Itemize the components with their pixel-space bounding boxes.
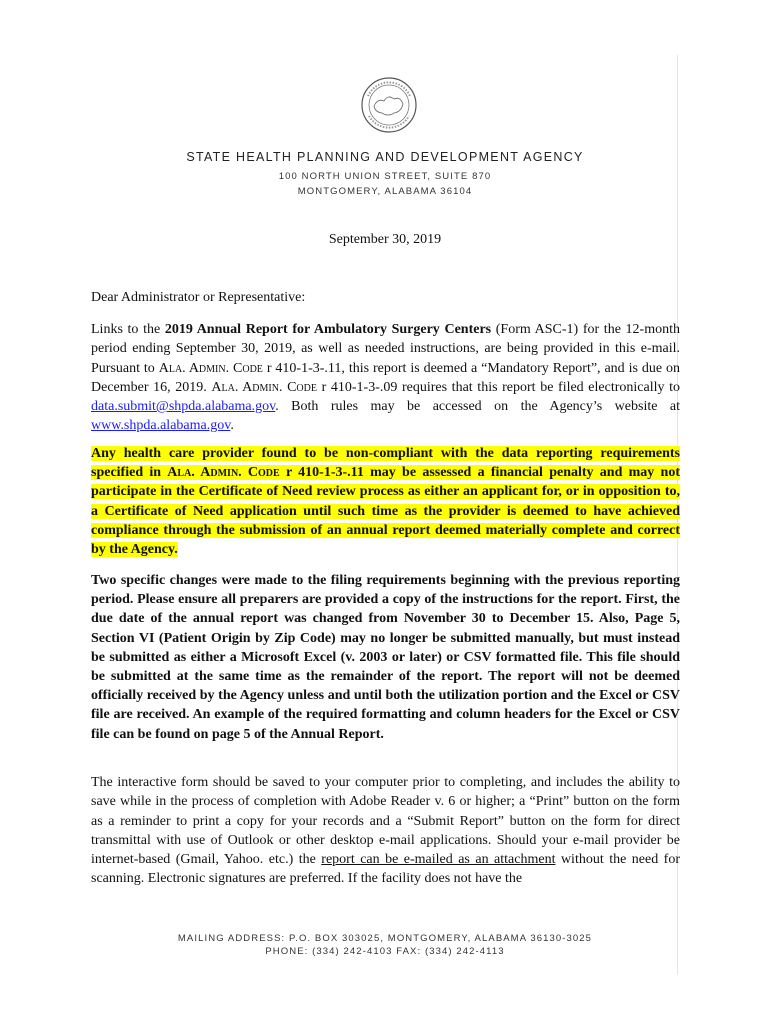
footer-phone-fax: PHONE: (334) 242-4103 FAX: (334) 242-4113 bbox=[265, 946, 505, 957]
code-citation: Ala. Admin. Code bbox=[158, 360, 263, 376]
text-segment: without the need for scanning. Electronic signatures are preferred. If the facility does not have the bbox=[91, 852, 680, 887]
text-segment: r 410-1-3-.09 requires that this report be filed electronically to bbox=[316, 379, 680, 395]
footer-mailing-address: MAILING ADDRESS: P.O. BOX 303025, MONTGOMERY, ALABAMA 36130-3025 bbox=[177, 933, 593, 944]
text-segment: The interactive form should be saved to your computer prior to completing, and includes the ability to save while in the process of completion with Adobe Reader v. 6 or higher; a “Print” button on the form as a reminder to print a copy for your records and a “Submit Report” button on the form for direct transmittal with use of Outlook or other desktop e-mail applications. Should your e-mail provider be internet-based (Gmail, Yahoo. etc.) the bbox=[91, 775, 680, 868]
paragraph-penalty-warning bbox=[91, 444, 680, 559]
code-citation: Ala. Admin. Code bbox=[211, 379, 317, 395]
report-title: 2019 Annual Report for Ambulatory Surgery Centers bbox=[164, 322, 492, 337]
paragraph-interactive-form bbox=[91, 773, 680, 889]
email-link[interactable]: data.submit@shpda.alabama.gov bbox=[91, 399, 276, 415]
underlined-text: report can be e-mailed as an attachment bbox=[321, 852, 556, 868]
agency-name: STATE HEALTH PLANNING AND DEVELOPMENT AGENCY bbox=[186, 150, 584, 164]
state-seal-icon bbox=[360, 76, 418, 134]
text-segment: . Both rules may be accessed on the Agency’s website at bbox=[275, 399, 680, 415]
text-segment: . bbox=[230, 418, 234, 434]
text-segment: Any health care provider found to be non-compliant with the data reporting requirements specified in bbox=[91, 446, 680, 481]
agency-address-line2: MONTGOMERY, ALABAMA 36104 bbox=[297, 186, 473, 197]
website-link[interactable]: www.shpda.alabama.gov bbox=[91, 418, 231, 434]
paragraph-links bbox=[91, 320, 680, 436]
text-segment: r 410-1-3-.11, this report is deemed a “Mandatory Report”, and is due on December 16, 2019. bbox=[91, 360, 680, 395]
letter-date: September 30, 2019 bbox=[328, 232, 442, 247]
text-segment: Links to the bbox=[91, 322, 165, 337]
salutation: Dear Administrator or Representative: bbox=[91, 290, 306, 305]
agency-address-line1: 100 NORTH UNION STREET, SUITE 870 bbox=[278, 171, 492, 182]
text-segment: (Form ASC-1) for the 12-month period ending September 30, 2019, as well as needed instructions, are being provided in this e-mail. Pursuant to bbox=[91, 322, 680, 376]
text-segment: r 410-1-3-.11 may be assessed a financial penalty and may not participate in the Certificate of Need review process as either an applicant for, or in opposition to, a Certificate of Need application until such time as the provider is deemed to have achieved compliance through the submission of an annual report deemed materially complete and correct by the Agency. bbox=[91, 465, 680, 558]
code-citation: Ala. Admin. Code bbox=[167, 465, 280, 481]
paragraph-filing-changes: Two specific changes were made to the filing requirements beginning with the previous reporting period. Please ensure all preparers are provided a copy of the instructions for the report. First, the due date of the annual report was changed from November 30 to December 15. Also, Page 5, Section VI (Patient Origin by Zip Code) may no longer be submitted manually, but must instead be submitted as either a Microsoft Excel (v. 2003 or later) or CSV formatted file. This file should be submitted at the same time as the remainder of the report. The report will not be deemed officially received by the Agency unless and until both the utilization portion and the Excel or CSV file are received. An example of the required formatting and column headers for the Excel or CSV file can be found on page 5 of the Annual Report. bbox=[91, 573, 680, 742]
